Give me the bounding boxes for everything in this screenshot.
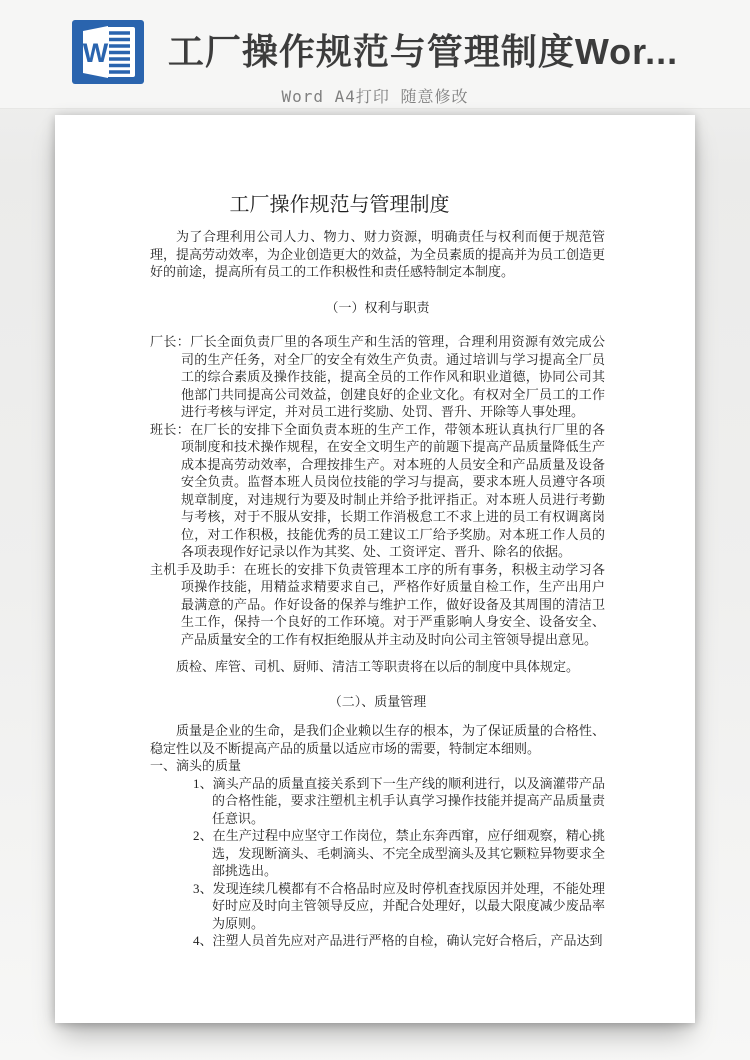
section2-intro: 质量是企业的生命，是我们企业赖以生存的根本，为了保证质量的合格性、稳定性以及不断提高产品的质量以适应市场的需要，特制定本细则。 bbox=[150, 723, 606, 756]
file-title: 工厂操作规范与管理制度Wor... bbox=[167, 31, 679, 72]
section2-heading: （二）、质量管理 bbox=[328, 693, 427, 709]
preview-area bbox=[0, 115, 750, 1023]
subsection-heading: 一、滴头的质量 bbox=[150, 758, 242, 773]
numbered-item-3 bbox=[150, 880, 605, 933]
item-number: 4、 bbox=[193, 933, 213, 948]
role-label: 班长： bbox=[150, 421, 191, 437]
word-icon-letter: W bbox=[82, 38, 109, 68]
document-page bbox=[55, 115, 695, 1023]
numbered-item-4 bbox=[150, 932, 605, 950]
item-text: 在生产过程中应坚守工作岗位，禁止东奔西窜，应仔细观察，精心挑选，发现断滴头、毛刺滴头、不完全成型滴头及其它颗粒异物要求全部挑选出。 bbox=[212, 828, 605, 878]
other-roles-note: 质检、库管、司机、厨师、清洁工等职责将在以后的制度中具体规定。 bbox=[176, 659, 580, 674]
numbered-item-1 bbox=[150, 775, 605, 828]
document-title: 工厂操作规范与管理制度 bbox=[229, 194, 450, 216]
role-label: 主机手及助手： bbox=[150, 561, 244, 577]
item-text: 滴头产品的质量直接关系到下一生产线的顺利进行，以及滴灌带产品的合格性能，要求注塑机主机手认真学习操作技能并提高产品质量责任意识。 bbox=[212, 775, 605, 826]
word-file-icon bbox=[72, 20, 144, 84]
role-text: 厂长全面负责厂里的各项生产和生活的管理，合理利用资源有效完成公司的生产任务，对全厂的安全有效生产负责。通过培训与学习提高全厂员工的综合素质及操作技能，提高全员的工作作风和职业道德，协同公司其他部门共同提高公司效益，创建良好的企业文化。有权对全厂员工的工作进行考核与评定，并对员工进行奖励、处罚、晋升、开除等人事处理。 bbox=[181, 334, 605, 419]
site-header bbox=[0, 0, 750, 109]
file-title-row bbox=[0, 0, 750, 80]
item-number: 1、 bbox=[193, 775, 213, 791]
intro-paragraph: 为了合理利用公司人力、物力、财力资源，明确责任与权利而便于规范管理，提高劳动效率，为企业创造更大的效益，为全员素质的提高并为员工创造更好的前途，提高所有员工的工作积极性和责任感特制定本制度。 bbox=[150, 229, 606, 279]
item-text: 注塑人员首先应对产品进行严格的自检，确认完好合格后，产品达到 bbox=[212, 933, 603, 948]
numbered-item-2 bbox=[150, 827, 605, 880]
role-item-shift-leader bbox=[150, 421, 605, 561]
section1-heading: （一）权利与职责 bbox=[325, 299, 430, 315]
role-item-factory-director bbox=[150, 333, 605, 421]
role-label: 厂长： bbox=[150, 334, 191, 349]
role-text: 在厂长的安排下全面负责本班的生产工作，带领本班认真执行厂里的各项制度和技术操作规程，在安全文明生产的前题下提高产品质量降低生产成本提高劳动效率，合理按排生产。对本班的人员安全和产品质量及设备安全负责。监督本班人员岗位技能的学习与提高，要求本班人员遵守各项规章制度，对违规行为要及时制止并给予批评指正。对本班人员进行考勤与考核，对于不服从安排，长期工作消极怠工不求上进的员工有权调离岗位，对工作积极，技能优秀的员工建议工厂给予奖励。对本班工作人员的各项表现作好记录以作为其奖、处、工资评定、晋升、除名的依据。 bbox=[181, 421, 605, 559]
file-subtitle: Word A4打印 随意修改 bbox=[281, 87, 469, 106]
item-text: 发现连续几模都有不合格品时应及时停机查找原因并处理，不能处理好时应及时向主管领导反应，并配合处理好，以最大限度减少废品率为原则。 bbox=[212, 880, 605, 931]
item-number: 3、 bbox=[193, 880, 213, 896]
role-text: 在班长的安排下负责管理本工序的所有事务，积极主动学习各项操作技能，用精益求精要求自己，严格作好质量自检工作，生产出用户最满意的产品。作好设备的保养与维护工作，做好设备及其周围的清洁卫生工作，保持一个良好的工作环境。对于严重影响人身安全、设备安全、产品质量安全的工作有权拒绝服从并主动及时向公司主管领导提出意见。 bbox=[181, 561, 605, 647]
item-number: 2、 bbox=[193, 828, 213, 843]
role-item-machine-operator bbox=[150, 561, 605, 649]
